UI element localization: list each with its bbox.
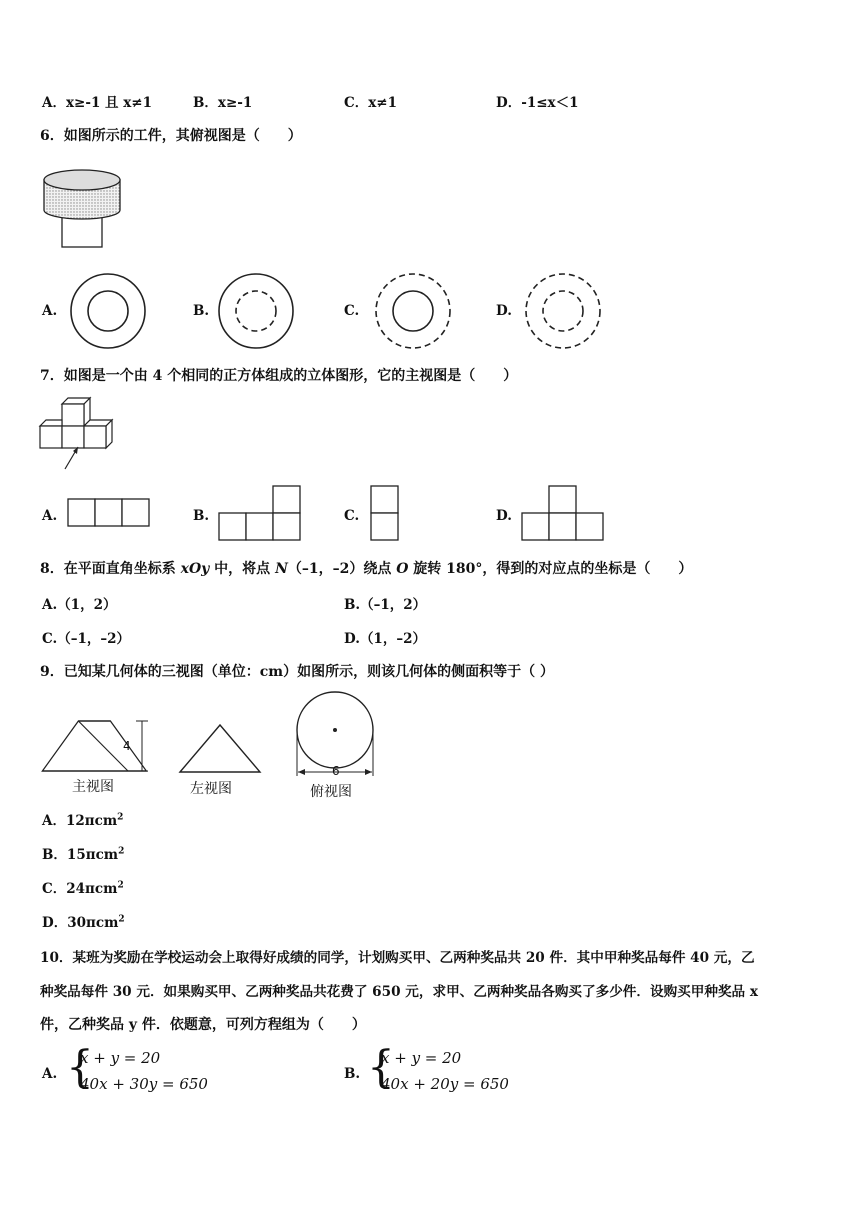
q10-option-b-label[interactable]: B. [344,1066,361,1082]
q8-option-d-text: （1，–2） [359,631,426,647]
q8-option-a-label: A. [42,597,58,613]
q6-option-d-label[interactable]: D. [496,303,512,319]
q5-option-c-label: C． [344,95,369,111]
q6-option-c-label[interactable]: C. [344,303,360,319]
q10-option-a-brace: { [66,1042,94,1093]
q9-option-c-text: 24πcm [66,881,118,897]
q6-stem: 6．如图所示的工件，其俯视图是（ ） [40,128,302,144]
q9-option-b-sup: 2 [118,846,125,857]
q9-option-d-text: 30πcm [67,915,119,931]
q8-option-d[interactable] [344,627,426,647]
q5-option-b-text: x≥-1 [217,95,253,111]
q6-option-d-figure[interactable] [521,270,607,352]
q5-option-a[interactable] [42,91,152,111]
q8-option-c[interactable] [42,627,130,647]
q7-stem: 7．如图是一个由 4 个相同的正方体组成的立体图形，它的主视图是（ ） [40,368,518,384]
q10-option-a-eq2: 40x + 30y = 650 [80,1075,208,1093]
q7-option-d-figure[interactable] [521,485,607,541]
q5-option-b-label: B． [193,95,218,111]
q7-option-b-figure[interactable] [217,485,303,541]
q10-option-a-eq1: x + y = 20 [80,1049,161,1067]
q5-option-d-label: D． [496,95,522,111]
q9-option-d-sup: 2 [118,914,125,925]
q8-option-b[interactable] [344,593,426,613]
q8-stem-o: O [396,561,409,577]
q9-side-view-caption: 左视图 [190,781,232,797]
q9-option-b-label: B． [42,847,67,863]
q9-option-d[interactable] [42,911,125,931]
q9-option-c[interactable] [42,877,124,897]
q9-option-a-text: 12πcm [65,813,118,829]
q10-option-b-brace: { [367,1042,395,1093]
q9-stem: 9．已知某几何体的三视图（单位：cm）如图所示，则该几何体的侧面积等于（ ） [40,664,554,680]
q9-option-c-label: C． [42,881,67,897]
q6-workpiece-figure [40,160,128,255]
q9-front-view [40,715,155,775]
q7-option-d-label[interactable]: D. [496,508,512,524]
q5-option-c-text: x≠1 [368,95,398,111]
q8-option-c-text: （–1，–2） [57,631,131,647]
q6-option-b-figure[interactable] [214,270,300,352]
q9-option-a[interactable] [42,809,123,829]
q8-stem-n: N [275,561,288,577]
q8-option-b-label: B. [344,597,361,613]
q6-option-c-figure[interactable] [371,270,457,352]
q9-option-a-sup: 2 [117,812,124,823]
q9-option-c-sup: 2 [117,880,124,891]
q7-option-b-label[interactable]: B. [193,508,210,524]
q9-option-a-label: A． [42,813,66,829]
q10-option-b-eq2: 40x + 20y = 650 [381,1075,509,1093]
q5-option-d[interactable] [496,91,578,111]
q8-stem-part: （–1，–2）绕点 [287,561,397,577]
q9-side-view [178,722,264,774]
q8-option-c-label: C. [42,631,58,647]
q9-height-label: 4 [123,739,131,753]
q9-option-b[interactable] [42,843,124,863]
q10-option-a-label[interactable]: A. [42,1066,58,1082]
q7-option-a-figure[interactable] [67,498,151,528]
q8-option-a-text: （1，2） [57,597,117,613]
q8-stem-part: 中，将点 [209,561,276,577]
q5-option-d-text: -1≤x＜1 [521,95,579,111]
q5-option-b[interactable] [193,91,252,111]
q9-front-view-caption: 主视图 [72,779,114,795]
q7-option-a-label[interactable]: A. [42,508,58,524]
q9-option-d-label: D． [42,915,68,931]
q7-cubes-figure [40,395,120,475]
q10-stem-line3: 件，乙种奖品 y 件．依题意，可列方程组为（ ） [40,1017,366,1033]
q6-option-a-label[interactable]: A. [42,303,58,319]
q7-option-c-figure[interactable] [370,485,400,541]
q5-option-a-label: A． [42,95,66,111]
q8-stem-var: xOy [180,561,210,577]
q8-option-a[interactable] [42,593,116,613]
q10-option-b-eq1: x + y = 20 [381,1049,462,1067]
q8-option-b-text: （–1，2） [360,597,427,613]
q5-option-c[interactable] [344,91,397,111]
q10-stem-line2: 种奖品每件 30 元．如果购买甲、乙两种奖品共花费了 650 元，求甲、乙两种奖品各购买了多少件．设购买甲种奖品 x [40,984,758,1000]
q6-option-a-figure[interactable] [66,270,152,352]
q7-option-c-label[interactable]: C. [344,508,360,524]
q8-stem [40,558,692,578]
q8-stem-part: 8．在平面直角坐标系 [40,561,181,577]
q9-top-view-caption: 俯视图 [310,784,352,800]
q10-stem-line1: 10．某班为奖励在学校运动会上取得好成绩的同学，计划购买甲、乙两种奖品共 20 件．其中甲种奖品每件 40 元，乙 [40,950,755,966]
q8-stem-part: 旋转 180°，得到的对应点的坐标是（ ） [408,561,693,577]
q6-option-b-label[interactable]: B. [193,303,210,319]
q8-option-d-label: D. [344,631,360,647]
q5-option-a-text: x≥-1 且 x≠1 [65,95,152,111]
q9-option-b-text: 15πcm [66,847,119,863]
q9-diameter-label: 6 [332,764,340,778]
